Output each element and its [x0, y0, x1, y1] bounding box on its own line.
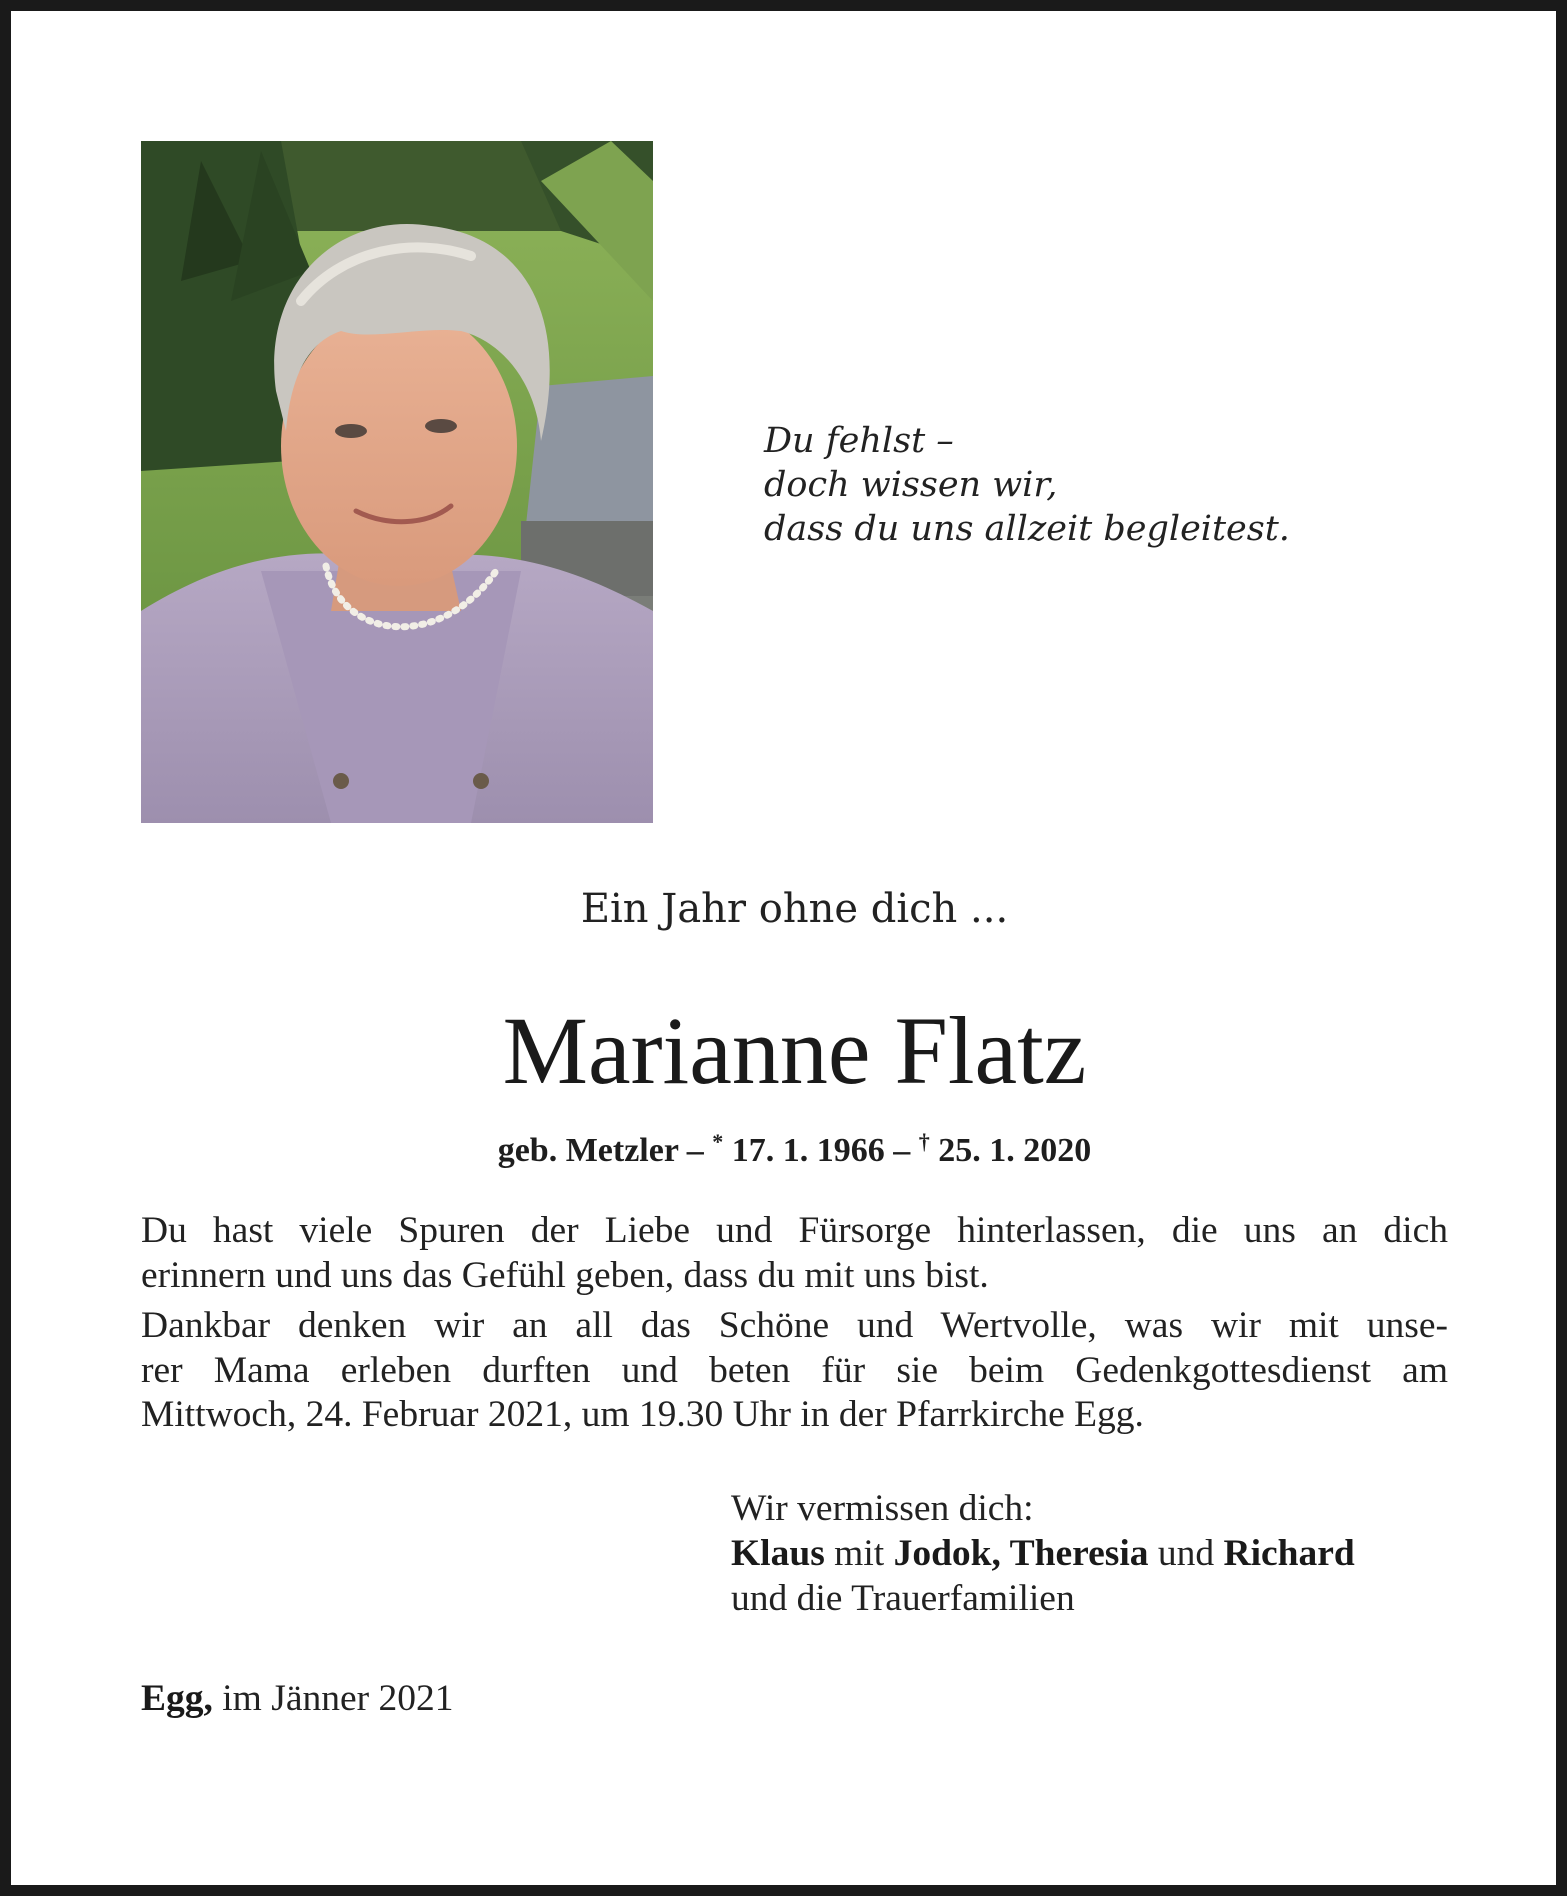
connector-word: mit: [824, 1533, 894, 1574]
birth-symbol: *: [712, 1129, 724, 1154]
life-dates: [11, 1119, 1567, 1174]
separator: –: [678, 1132, 713, 1169]
connector-word: und: [1148, 1533, 1224, 1574]
place-date-text: im Jänner 2021: [212, 1678, 454, 1719]
text-line: rer Mama erleben durften und beten für sie beim Gedenkgottesdienst am: [141, 1349, 1448, 1391]
family-closing: und die Trauerfamilien: [731, 1578, 1075, 1619]
quote-line: Du fehlst –: [764, 421, 954, 461]
family-signature: [731, 1486, 1355, 1621]
quote-line: dass du uns allzeit begleitest.: [764, 509, 1290, 549]
family-name: Jodok, Theresia: [893, 1533, 1149, 1574]
birth-name: geb. Metzler: [497, 1132, 679, 1169]
deceased-name: Marianne Flatz: [502, 997, 1087, 1104]
death-date: 25. 1. 2020: [929, 1132, 1092, 1169]
portrait-illustration: [141, 141, 653, 823]
family-names: [731, 1531, 1355, 1576]
text-line: Mittwoch, 24. Februar 2021, um 19.30 Uhr in der Pfarrkirche Egg.: [141, 1394, 1144, 1435]
place-date: [141, 1676, 453, 1721]
family-heading: Wir vermissen dich:: [731, 1488, 1034, 1529]
separator: –: [884, 1132, 919, 1169]
memorial-quote: [764, 419, 1290, 551]
birth-date: 17. 1. 1966: [723, 1132, 885, 1169]
family-name: Richard: [1223, 1533, 1355, 1574]
text-line: Du hast viele Spuren der Liebe und Fürsorge hinterlassen, die uns an dich: [141, 1210, 1448, 1251]
text-line: Dankbar denken wir an all das Schöne und Wertvolle, was wir mit unse-: [141, 1305, 1448, 1346]
death-symbol: †: [918, 1129, 930, 1154]
portrait-photo: [141, 141, 653, 823]
intro-line: Ein Jahr ohne dich ...: [580, 886, 1009, 932]
memorial-text: [141, 1209, 1448, 1438]
quote-line: doch wissen wir,: [764, 465, 1058, 505]
text-line: erinnern und uns das Gefühl geben, dass du mit uns bist.: [141, 1254, 989, 1296]
place-town: Egg,: [141, 1678, 213, 1719]
family-name: Klaus: [731, 1533, 825, 1574]
